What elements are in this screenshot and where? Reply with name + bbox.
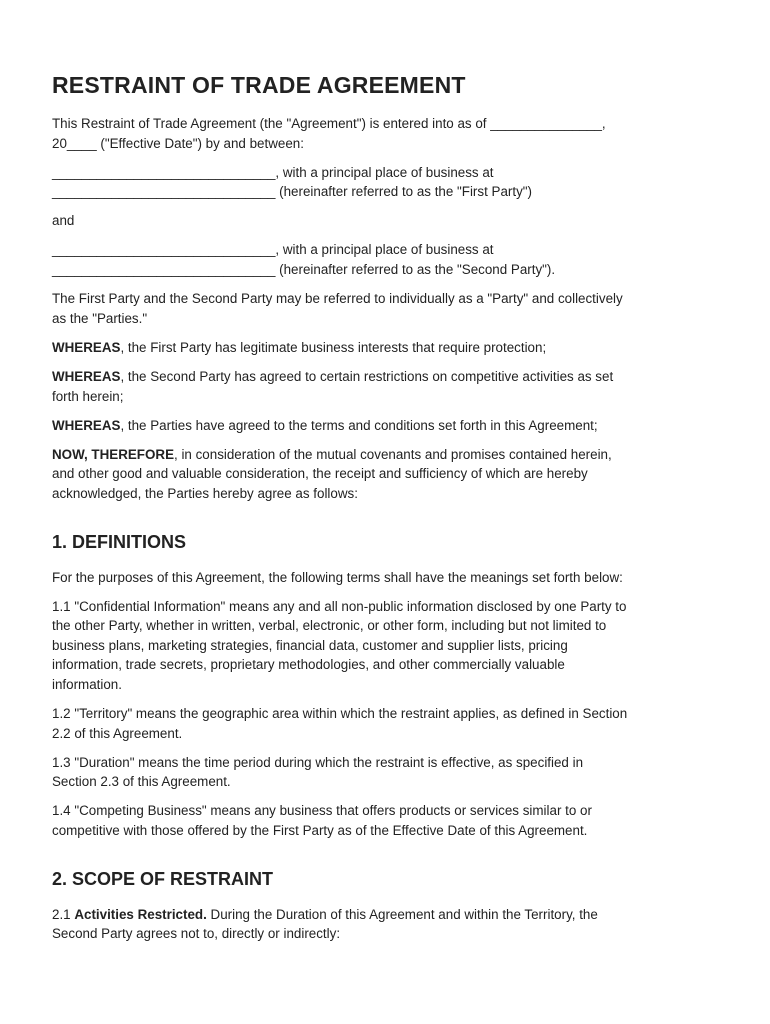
- second-party-line-1: ______________________________, with a principal place of business at: [52, 242, 494, 258]
- recital-3-lead: WHEREAS: [52, 417, 121, 433]
- second-party-block: [52, 240, 720, 279]
- definition-1-3-line-2: Section 2.3 of this Agreement.: [52, 774, 231, 790]
- definition-1-3: [52, 753, 720, 792]
- now-therefore-line-2: and other good and valuable consideration, the receipt and sufficiency of which are hereby: [52, 466, 588, 482]
- now-therefore-lead: NOW, THEREFORE: [52, 446, 175, 462]
- section-2-heading: 2. SCOPE OF RESTRAINT: [52, 868, 274, 889]
- definition-1-1-line-4: information, trade secrets, proprietary methodologies, and other commercially valuable: [52, 657, 565, 673]
- recital-2: [52, 367, 720, 406]
- intro-paragraph: [52, 114, 720, 153]
- definition-1-3-line-1: 1.3 "Duration" means the time period during which the restraint is effective, as specified in: [52, 754, 584, 770]
- second-party-line-2: ______________________________ (hereinafter referred to as the "Second Party").: [52, 262, 556, 278]
- definition-1-1-line-3: business plans, marketing strategies, financial data, customer and supplier lists, pricing: [52, 637, 568, 653]
- definition-1-2-line-1: 1.2 "Territory" means the geographic area within which the restraint applies, as defined in Section: [52, 706, 628, 722]
- now-therefore-paragraph: [52, 445, 720, 504]
- document-title: RESTRAINT OF TRADE AGREEMENT: [52, 72, 466, 98]
- recital-1-lead: WHEREAS: [52, 339, 121, 355]
- parties-definition-line-2: as the "Parties.": [52, 310, 148, 326]
- first-party-line-2: ______________________________ (hereinafter referred to as the "First Party"): [52, 184, 532, 200]
- recital-1-line-1: , the First Party has legitimate business interests that require protection;: [120, 339, 547, 355]
- clause-2-1-lead: Activities Restricted.: [74, 906, 207, 922]
- intro-line-2: 20____ ("Effective Date") by and between:: [52, 135, 304, 151]
- first-party-block: [52, 163, 720, 202]
- parties-definition-line-1: The First Party and the Second Party may be referred to individually as a "Party" and collectively: [52, 291, 623, 307]
- clause-2-1-number: 2.1: [52, 906, 75, 922]
- clause-2-1-line-1: During the Duration of this Agreement and within the Territory, the: [206, 906, 598, 922]
- section-1-intro: For the purposes of this Agreement, the following terms shall have the meanings set forth below:: [52, 569, 623, 585]
- definition-1-1-line-2: the other Party, whether in written, verbal, electronic, or other form, including but not limited to: [52, 618, 607, 634]
- clause-2-1: [52, 905, 720, 944]
- document-page: [52, 70, 720, 953]
- section-1-heading: 1. DEFINITIONS: [52, 531, 187, 552]
- intro-line-1: This Restraint of Trade Agreement (the "Agreement") is entered into as of _______________,: [52, 116, 606, 131]
- recital-2-line-2: forth herein;: [52, 388, 124, 404]
- recital-3-line-1: , the Parties have agreed to the terms and conditions set forth in this Agreement;: [120, 417, 598, 433]
- definition-1-1-line-5: information.: [52, 676, 122, 692]
- definition-1-1-line-1: 1.1 "Confidential Information" means any and all non-public information disclosed by one Party to: [52, 598, 627, 614]
- definition-1-1: [52, 597, 720, 695]
- definition-1-4: [52, 801, 720, 840]
- definition-1-2-line-2: 2.2 of this Agreement.: [52, 725, 183, 741]
- and-label: and: [52, 213, 75, 229]
- clause-2-1-line-2: Second Party agrees not to, directly or indirectly:: [52, 926, 341, 942]
- recital-2-line-1: , the Second Party has agreed to certain restrictions on competitive activities as set: [120, 368, 614, 384]
- recital-3: [52, 416, 720, 436]
- definition-1-2: [52, 704, 720, 743]
- definition-1-4-line-1: 1.4 "Competing Business" means any business that offers products or services similar to or: [52, 803, 592, 819]
- parties-definition-paragraph: [52, 289, 720, 328]
- now-therefore-line-3: acknowledged, the Parties hereby agree as follows:: [52, 485, 358, 501]
- now-therefore-line-1: , in consideration of the mutual covenants and promises contained herein,: [174, 446, 612, 462]
- recital-2-lead: WHEREAS: [52, 368, 121, 384]
- first-party-line-1: ______________________________, with a principal place of business at: [52, 164, 494, 180]
- recital-1: [52, 338, 720, 358]
- definition-1-4-line-2: competitive with those offered by the First Party as of the Effective Date of this Agreement.: [52, 823, 588, 839]
